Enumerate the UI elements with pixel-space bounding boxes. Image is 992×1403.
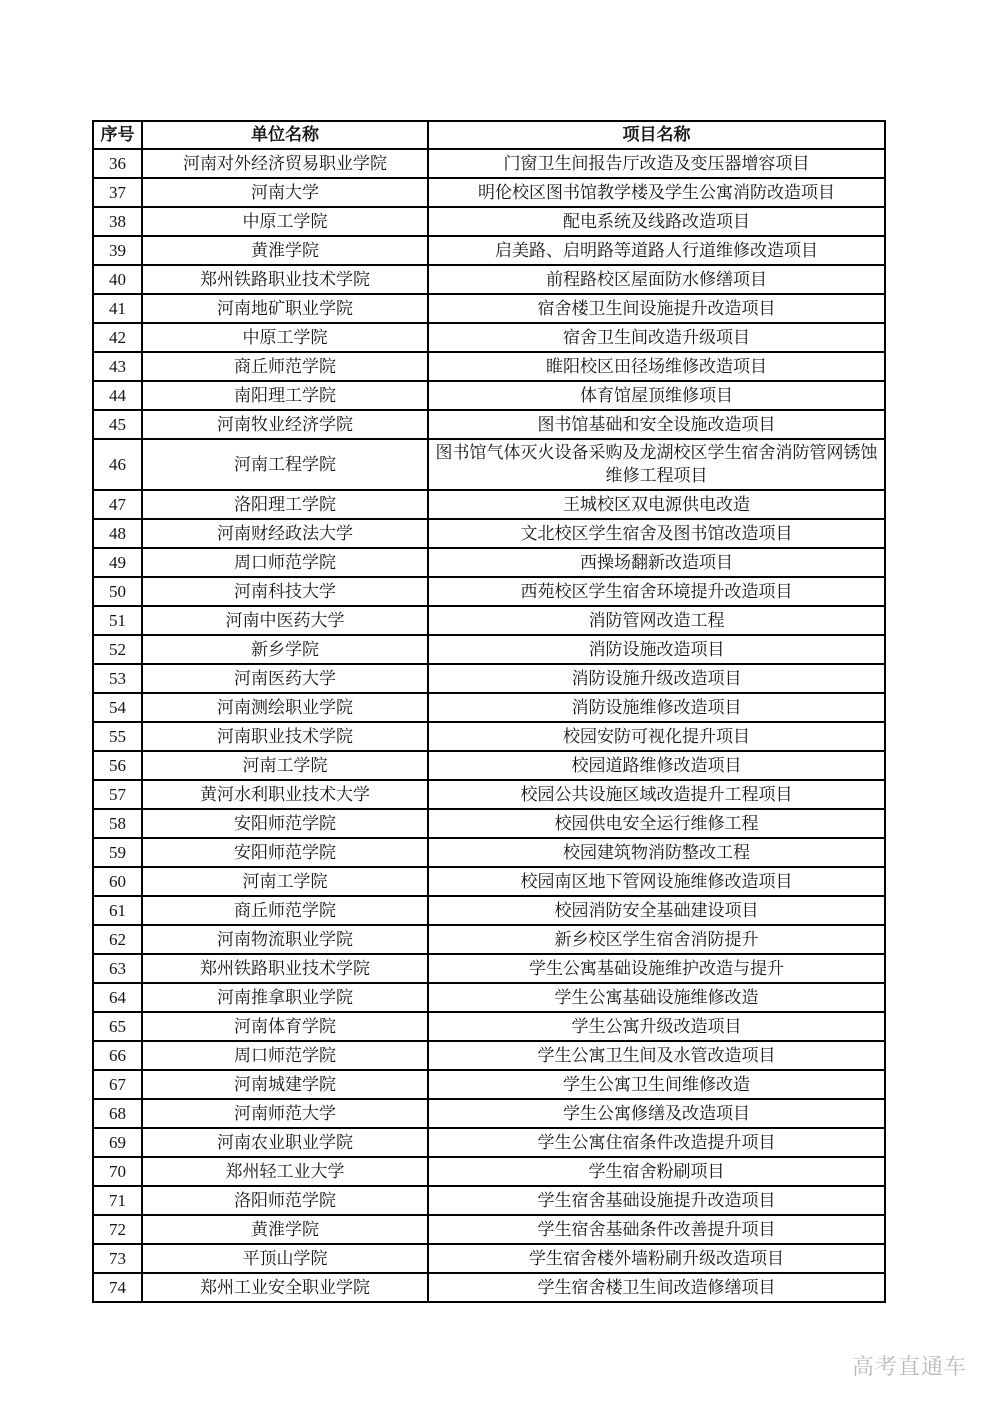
project-name-cell: 宿舍卫生间改造升级项目 <box>428 323 885 352</box>
serial-number-cell: 44 <box>93 381 142 410</box>
unit-name-cell: 洛阳师范学院 <box>142 1186 428 1215</box>
project-name-cell: 配电系统及线路改造项目 <box>428 207 885 236</box>
table-row <box>93 1012 885 1041</box>
project-name-cell: 校园消防安全基础建设项目 <box>428 896 885 925</box>
serial-number-cell: 73 <box>93 1244 142 1273</box>
project-name-cell: 学生公寓修缮及改造项目 <box>428 1099 885 1128</box>
project-name-cell: 消防设施升级改造项目 <box>428 664 885 693</box>
project-name-cell: 学生宿舍基础条件改善提升项目 <box>428 1215 885 1244</box>
unit-name-cell: 河南工程学院 <box>142 439 428 490</box>
unit-name-cell: 河南财经政法大学 <box>142 519 428 548</box>
table-row <box>93 1244 885 1273</box>
serial-number-cell: 55 <box>93 722 142 751</box>
unit-name-cell: 河南对外经济贸易职业学院 <box>142 149 428 178</box>
serial-number-cell: 64 <box>93 983 142 1012</box>
serial-number-cell: 38 <box>93 207 142 236</box>
project-name-cell: 学生公寓住宿条件改造提升项目 <box>428 1128 885 1157</box>
table-row <box>93 265 885 294</box>
project-name-cell: 学生宿舍楼卫生间改造修缮项目 <box>428 1273 885 1302</box>
unit-name-cell: 河南中医药大学 <box>142 606 428 635</box>
serial-number-cell: 39 <box>93 236 142 265</box>
serial-number-cell: 46 <box>93 439 142 490</box>
table-row <box>93 178 885 207</box>
unit-name-cell: 河南地矿职业学院 <box>142 294 428 323</box>
table-row <box>93 635 885 664</box>
serial-number-cell: 69 <box>93 1128 142 1157</box>
table-row <box>93 1099 885 1128</box>
serial-number-cell: 72 <box>93 1215 142 1244</box>
unit-name-cell: 河南医药大学 <box>142 664 428 693</box>
project-name-cell: 西苑校区学生宿舍环境提升改造项目 <box>428 577 885 606</box>
project-name-cell: 校园道路维修改造项目 <box>428 751 885 780</box>
serial-number-cell: 37 <box>93 178 142 207</box>
project-name-cell: 学生宿舍楼外墙粉刷升级改造项目 <box>428 1244 885 1273</box>
serial-number-cell: 74 <box>93 1273 142 1302</box>
unit-name-cell: 安阳师范学院 <box>142 809 428 838</box>
unit-name-cell: 黄河水利职业技术大学 <box>142 780 428 809</box>
unit-name-cell: 河南科技大学 <box>142 577 428 606</box>
unit-name-cell: 郑州工业安全职业学院 <box>142 1273 428 1302</box>
unit-name-cell: 洛阳理工学院 <box>142 490 428 519</box>
project-name-cell: 明伦校区图书馆教学楼及学生公寓消防改造项目 <box>428 178 885 207</box>
serial-number-cell: 53 <box>93 664 142 693</box>
serial-number-cell: 68 <box>93 1099 142 1128</box>
project-name-cell: 体育馆屋顶维修项目 <box>428 381 885 410</box>
project-name-cell: 校园建筑物消防整改工程 <box>428 838 885 867</box>
project-name-cell: 消防管网改造工程 <box>428 606 885 635</box>
serial-number-cell: 54 <box>93 693 142 722</box>
unit-name-cell: 商丘师范学院 <box>142 896 428 925</box>
unit-name-cell: 郑州铁路职业技术学院 <box>142 954 428 983</box>
serial-number-cell: 65 <box>93 1012 142 1041</box>
serial-number-cell: 45 <box>93 410 142 439</box>
table-row <box>93 352 885 381</box>
table-row <box>93 722 885 751</box>
serial-number-cell: 41 <box>93 294 142 323</box>
unit-name-cell: 河南城建学院 <box>142 1070 428 1099</box>
header-serial-number: 序号 <box>93 121 142 149</box>
unit-name-cell: 中原工学院 <box>142 207 428 236</box>
serial-number-cell: 48 <box>93 519 142 548</box>
table-row <box>93 1215 885 1244</box>
header-project-name: 项目名称 <box>428 121 885 149</box>
unit-name-cell: 郑州轻工业大学 <box>142 1157 428 1186</box>
table-row <box>93 1070 885 1099</box>
unit-name-cell: 郑州铁路职业技术学院 <box>142 265 428 294</box>
table-row <box>93 606 885 635</box>
table-row <box>93 410 885 439</box>
table-row <box>93 207 885 236</box>
unit-name-cell: 河南大学 <box>142 178 428 207</box>
unit-name-cell: 黄淮学院 <box>142 1215 428 1244</box>
table-row <box>93 751 885 780</box>
project-name-cell: 消防设施维修改造项目 <box>428 693 885 722</box>
project-name-cell: 消防设施改造项目 <box>428 635 885 664</box>
table-row <box>93 925 885 954</box>
unit-name-cell: 商丘师范学院 <box>142 352 428 381</box>
unit-name-cell: 新乡学院 <box>142 635 428 664</box>
unit-name-cell: 河南推拿职业学院 <box>142 983 428 1012</box>
serial-number-cell: 36 <box>93 149 142 178</box>
serial-number-cell: 71 <box>93 1186 142 1215</box>
serial-number-cell: 43 <box>93 352 142 381</box>
project-name-cell: 学生公寓基础设施维护改造与提升 <box>428 954 885 983</box>
table-row <box>93 954 885 983</box>
unit-name-cell: 河南工学院 <box>142 867 428 896</box>
unit-name-cell: 中原工学院 <box>142 323 428 352</box>
serial-number-cell: 70 <box>93 1157 142 1186</box>
unit-name-cell: 黄淮学院 <box>142 236 428 265</box>
projects-table <box>92 120 886 1303</box>
serial-number-cell: 52 <box>93 635 142 664</box>
table-row <box>93 149 885 178</box>
serial-number-cell: 59 <box>93 838 142 867</box>
serial-number-cell: 66 <box>93 1041 142 1070</box>
unit-name-cell: 平顶山学院 <box>142 1244 428 1273</box>
table-row <box>93 548 885 577</box>
unit-name-cell: 周口师范学院 <box>142 548 428 577</box>
project-name-cell: 学生公寓卫生间维修改造 <box>428 1070 885 1099</box>
serial-number-cell: 67 <box>93 1070 142 1099</box>
unit-name-cell: 南阳理工学院 <box>142 381 428 410</box>
unit-name-cell: 河南职业技术学院 <box>142 722 428 751</box>
serial-number-cell: 63 <box>93 954 142 983</box>
project-name-cell: 宿舍楼卫生间设施提升改造项目 <box>428 294 885 323</box>
serial-number-cell: 62 <box>93 925 142 954</box>
table-row <box>93 490 885 519</box>
table-row <box>93 1273 885 1302</box>
table-row <box>93 1128 885 1157</box>
serial-number-cell: 61 <box>93 896 142 925</box>
table-row <box>93 809 885 838</box>
table-row <box>93 780 885 809</box>
table-row <box>93 381 885 410</box>
serial-number-cell: 49 <box>93 548 142 577</box>
serial-number-cell: 60 <box>93 867 142 896</box>
project-name-cell: 学生公寓基础设施维修改造 <box>428 983 885 1012</box>
project-name-cell: 校园安防可视化提升项目 <box>428 722 885 751</box>
serial-number-cell: 50 <box>93 577 142 606</box>
project-name-cell: 学生宿舍粉刷项目 <box>428 1157 885 1186</box>
table-row <box>93 439 885 490</box>
project-name-cell: 图书馆气体灭火设备采购及龙湖校区学生宿舍消防管网锈蚀维修工程项目 <box>428 439 885 490</box>
serial-number-cell: 58 <box>93 809 142 838</box>
unit-name-cell: 安阳师范学院 <box>142 838 428 867</box>
project-name-cell: 校园公共设施区域改造提升工程项目 <box>428 780 885 809</box>
project-name-cell: 校园南区地下管网设施维修改造项目 <box>428 867 885 896</box>
project-name-cell: 门窗卫生间报告厅改造及变压器增容项目 <box>428 149 885 178</box>
header-unit-name: 单位名称 <box>142 121 428 149</box>
project-name-cell: 启美路、启明路等道路人行道维修改造项目 <box>428 236 885 265</box>
watermark-text: 高考直通车 <box>852 1354 968 1379</box>
table-row <box>93 294 885 323</box>
table-row <box>93 838 885 867</box>
project-name-cell: 前程路校区屋面防水修缮项目 <box>428 265 885 294</box>
table-row <box>93 664 885 693</box>
project-name-cell: 王城校区双电源供电改造 <box>428 490 885 519</box>
unit-name-cell: 河南物流职业学院 <box>142 925 428 954</box>
unit-name-cell: 河南牧业经济学院 <box>142 410 428 439</box>
project-name-cell: 校园供电安全运行维修工程 <box>428 809 885 838</box>
table-row <box>93 867 885 896</box>
table-row <box>93 519 885 548</box>
table-row <box>93 323 885 352</box>
table-row <box>93 1186 885 1215</box>
project-name-cell: 文北校区学生宿舍及图书馆改造项目 <box>428 519 885 548</box>
table-row <box>93 693 885 722</box>
project-name-cell: 图书馆基础和安全设施改造项目 <box>428 410 885 439</box>
serial-number-cell: 40 <box>93 265 142 294</box>
unit-name-cell: 河南农业职业学院 <box>142 1128 428 1157</box>
table-row <box>93 983 885 1012</box>
table-row <box>93 896 885 925</box>
project-name-cell: 睢阳校区田径场维修改造项目 <box>428 352 885 381</box>
table-row <box>93 577 885 606</box>
serial-number-cell: 56 <box>93 751 142 780</box>
table-row <box>93 1157 885 1186</box>
project-name-cell: 学生公寓卫生间及水管改造项目 <box>428 1041 885 1070</box>
serial-number-cell: 51 <box>93 606 142 635</box>
unit-name-cell: 河南体育学院 <box>142 1012 428 1041</box>
unit-name-cell: 河南师范大学 <box>142 1099 428 1128</box>
project-name-cell: 西操场翻新改造项目 <box>428 548 885 577</box>
serial-number-cell: 57 <box>93 780 142 809</box>
table-header-row <box>93 121 885 149</box>
unit-name-cell: 周口师范学院 <box>142 1041 428 1070</box>
serial-number-cell: 47 <box>93 490 142 519</box>
project-name-cell: 学生宿舍基础设施提升改造项目 <box>428 1186 885 1215</box>
table-row <box>93 1041 885 1070</box>
projects-table-container <box>92 120 886 1303</box>
serial-number-cell: 42 <box>93 323 142 352</box>
table-row <box>93 236 885 265</box>
unit-name-cell: 河南测绘职业学院 <box>142 693 428 722</box>
project-name-cell: 学生公寓升级改造项目 <box>428 1012 885 1041</box>
project-name-cell: 新乡校区学生宿舍消防提升 <box>428 925 885 954</box>
unit-name-cell: 河南工学院 <box>142 751 428 780</box>
